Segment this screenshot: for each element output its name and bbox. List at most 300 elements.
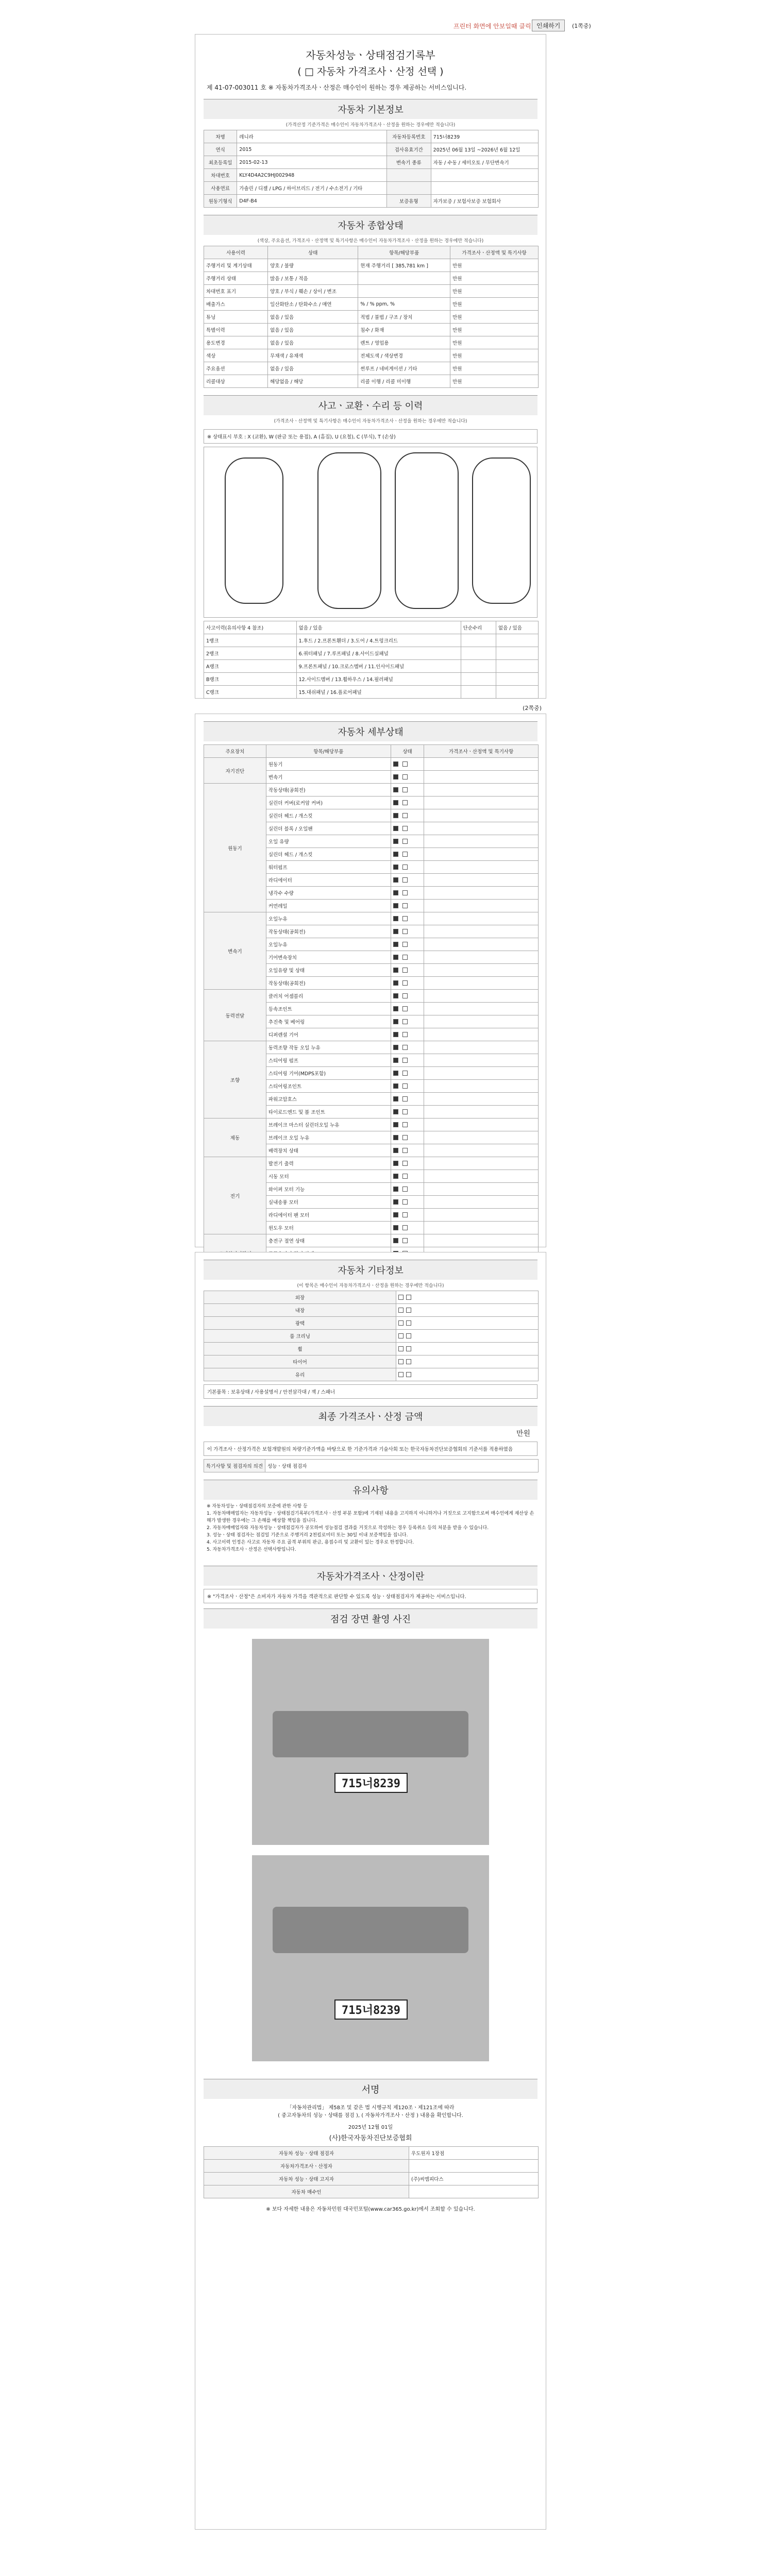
accident-cell: 9.프론트패널 / 10.크로스멤버 / 11.인사이드패널 (296, 660, 461, 673)
overall-header: 상태 (268, 246, 358, 259)
basic-row (204, 130, 539, 143)
basic-row (204, 156, 539, 169)
other-row (204, 1355, 539, 1368)
detail-group: 원동기 (204, 784, 266, 912)
sign-row (204, 2147, 539, 2160)
detail-price (424, 784, 539, 796)
basic-items: 기본품목 : 보유상태 / 사용설명서 / 안전삼각대 / 잭 / 스패너 (204, 1384, 537, 1399)
accident-cell (461, 686, 496, 699)
section-other-note: (이 항목은 매수인이 자동차가격조사ㆍ산정을 원하는 경우에만 적습니다) (297, 1283, 444, 1289)
detail-price (424, 938, 539, 951)
detail-status (391, 1157, 424, 1170)
detail-price (424, 771, 539, 784)
detail-price (424, 1080, 539, 1093)
car-right-side (472, 457, 531, 604)
detail-status (391, 938, 424, 951)
accident-cell: C랭크 (204, 686, 297, 699)
detail-item: 실린더 헤드 / 개스킷 (266, 848, 391, 861)
detail-price (424, 1054, 539, 1067)
accident-cell: 단순수리 (461, 621, 496, 634)
detail-status (391, 771, 424, 784)
document-title: 자동차성능ㆍ상태점검기록부 (306, 49, 435, 61)
detail-status (391, 1054, 424, 1067)
detail-row (204, 1157, 539, 1170)
overall-cell: 무채색 / 유채색 (268, 349, 358, 362)
section-guide: 자동차가격조사ㆍ산정이란 (204, 1566, 537, 1586)
overall-cell: 전체도색 / 색상변경 (358, 349, 450, 362)
detail-price (424, 1131, 539, 1144)
detail-status (391, 912, 424, 925)
plate-1: 715너8239 (334, 1773, 408, 1793)
detail-item: 스티어링 기어(MDPS포함) (266, 1067, 391, 1080)
detail-status (391, 1144, 424, 1157)
notice-item: ※ 자동차성능ㆍ상태점검자의 보증에 관한 사항 등 (207, 1504, 308, 1509)
detail-item: 실린더 블록 / 오일팬 (266, 822, 391, 835)
accident-row (204, 673, 539, 686)
detail-price (424, 964, 539, 977)
sign-row (204, 2173, 539, 2185)
detail-row (204, 990, 539, 1003)
detail-item: 발전기 출력 (266, 1157, 391, 1170)
sign-cell (409, 2160, 539, 2173)
overall-cell: 만원 (450, 362, 539, 375)
final-note: 이 가격조사ㆍ산정가격은 보험개발원의 차량기준가액을 바탕으로 한 기준가격과 기술사회 또는 한국자동차진단보증협회의 기준서를 적용하였음 (204, 1442, 537, 1456)
detail-item: 기어변속장치 (266, 951, 391, 964)
car-frame-view (395, 452, 459, 609)
overall-cell: 만원 (450, 349, 539, 362)
notice-list (207, 1503, 534, 1553)
detail-status (391, 835, 424, 848)
detail-item: 클러치 어셈블리 (266, 990, 391, 1003)
basic-cell: 2015 (237, 143, 387, 156)
overall-row (204, 298, 539, 311)
detail-item: 와이퍼 모터 기능 (266, 1183, 391, 1196)
detail-item: 커먼레일 (266, 900, 391, 912)
notice-item: 2. 자동차매매업자와 자동차성능ㆍ상태점검자가 공모하여 성능점검 결과를 거짓으로 작성하는 경우 등록취소 등의 처분을 받을 수 있습니다. (207, 1526, 489, 1531)
photo-area (195, 1629, 546, 2072)
overall-cell: 만원 (450, 375, 539, 388)
basic-cell: D4F-B4 (237, 195, 387, 208)
special-label: 특기사항 및 점검자의 의견 (204, 1460, 265, 1472)
overall-row (204, 324, 539, 336)
overall-cell: 일산화탄소 / 탄화수소 / 매연 (268, 298, 358, 311)
overall-row (204, 311, 539, 324)
other-label: 내장 (204, 1304, 396, 1317)
overall-row (204, 272, 539, 285)
detail-table (204, 744, 539, 1286)
basic-cell: 가솔린 / 디젤 / LPG / 하이브리드 / 전기 / 수소전기 / 기타 (237, 182, 387, 195)
accident-cell (496, 673, 538, 686)
accident-cell: 6.쿼터패널 / 7.루프패널 / 8.사이드실패널 (296, 647, 461, 660)
detail-group: 전기 (204, 1157, 266, 1234)
detail-item: 작동상태(공회전) (266, 977, 391, 990)
accident-row (204, 647, 539, 660)
other-status (396, 1355, 539, 1368)
accident-cell (461, 634, 496, 647)
detail-status (391, 964, 424, 977)
accident-cell (496, 647, 538, 660)
other-label: 외장 (204, 1291, 396, 1304)
basic-cell: 자가보증 / 보험사보증 보험회사 (431, 195, 538, 208)
special-table (204, 1459, 539, 1472)
detail-item: 라디에이터 팬 모터 (266, 1209, 391, 1222)
print-button[interactable]: 인쇄하기 (532, 20, 565, 31)
section-sign: 서명 (204, 2079, 537, 2099)
section-basic-note: (가격산정 기준가격은 매수인이 자동차가격조사ㆍ산정을 원하는 경우에만 적습니다) (285, 123, 456, 128)
detail-price (424, 1222, 539, 1234)
overall-cell: 주행거리 상태 (204, 272, 268, 285)
other-table (204, 1291, 539, 1381)
basic-cell: 자동 / 수동 / 세미오토 / 무단변속기 (431, 156, 538, 169)
basic-info-table (204, 130, 539, 208)
detail-price (424, 1196, 539, 1209)
detail-status (391, 951, 424, 964)
page-2-number: (2쪽중) (523, 705, 542, 711)
accident-cell: 사고이력(유의사항 4 참조) (204, 621, 297, 634)
detail-row (204, 1118, 539, 1131)
basic-cell: KLY4D4A2C9HJ002948 (237, 169, 387, 182)
overall-cell: 용도변경 (204, 336, 268, 349)
detail-status (391, 1196, 424, 1209)
detail-group: 변속기 (204, 912, 266, 990)
overall-cell: 리콜대상 (204, 375, 268, 388)
detail-price (424, 809, 539, 822)
detail-price (424, 1183, 539, 1196)
detail-price (424, 822, 539, 835)
overall-header: 사용이력 (204, 246, 268, 259)
section-final: 최종 가격조사ㆍ산정 금액 (204, 1406, 537, 1426)
detail-status (391, 874, 424, 887)
overall-cell: 많음 / 보통 / 적음 (268, 272, 358, 285)
other-status (396, 1368, 539, 1381)
detail-price (424, 1234, 539, 1247)
detail-item: 원동기 (266, 758, 391, 771)
basic-cell: 2015-02-13 (237, 156, 387, 169)
notice-item: 3. 성능ㆍ상태 점검자는 점검일 기준으로 주행거리 2천킬로미터 또는 30일 이내 보증책임을 집니다. (207, 1533, 408, 1538)
basic-cell: 차대번호 (204, 169, 237, 182)
other-label: 휠 (204, 1343, 396, 1355)
detail-status (391, 1106, 424, 1118)
overall-cell: 양호 / 부식 / 훼손 / 상이 / 변조 (268, 285, 358, 298)
car-top-view (317, 452, 381, 609)
overall-cell: 없음 / 있음 (268, 336, 358, 349)
overall-cell: 현재 주행거리 [ 385,781 km ] (358, 259, 450, 272)
accident-cell: 12.사이드멤버 / 13.휠하우스 / 14.필러패널 (296, 673, 461, 686)
overall-cell: 침수 / 화재 (358, 324, 450, 336)
basic-cell (431, 182, 538, 195)
overall-table (204, 246, 539, 388)
detail-status (391, 822, 424, 835)
overall-cell: 만원 (450, 259, 539, 272)
other-label: 룸 크리닝 (204, 1330, 396, 1343)
detail-price (424, 977, 539, 990)
overall-cell: 만원 (450, 311, 539, 324)
basic-cell: 2025년 06월 13일 ~2026년 6월 12일 (431, 143, 538, 156)
overall-cell: 만원 (450, 298, 539, 311)
basic-cell (386, 169, 431, 182)
basic-row (204, 182, 539, 195)
detail-item: 변속기 (266, 771, 391, 784)
overall-cell: 없음 / 있음 (268, 324, 358, 336)
detail-item: 브레이크 오일 누유 (266, 1131, 391, 1144)
detail-header: 주요장치 (204, 745, 266, 758)
section-other: 자동차 기타정보 (204, 1260, 537, 1280)
detail-item: 실내송풍 모터 (266, 1196, 391, 1209)
overall-cell (358, 272, 450, 285)
detail-status (391, 1003, 424, 1015)
other-row (204, 1343, 539, 1355)
detail-item: 충전구 절연 상태 (266, 1234, 391, 1247)
overall-cell: % / % ppm, % (358, 298, 450, 311)
detail-status (391, 758, 424, 771)
detail-status (391, 1234, 424, 1247)
detail-status (391, 1028, 424, 1041)
detail-item: 실린더 커버(로커암 커버) (266, 796, 391, 809)
car-left-side (225, 457, 283, 604)
sign-cell: 우도원자 1장점 (409, 2147, 539, 2160)
sign-text-1: 「자동차관리법」 제58조 및 같은 법 시행규칙 제120조ㆍ제121조에 따라 (287, 2105, 455, 2111)
overall-row (204, 349, 539, 362)
accident-table (204, 621, 539, 699)
other-label: 유리 (204, 1368, 396, 1381)
detail-price (424, 925, 539, 938)
accident-cell: 1랭크 (204, 634, 297, 647)
basic-cell (386, 182, 431, 195)
basic-cell: 검사유효기간 (386, 143, 431, 156)
detail-item: 파워고압호스 (266, 1093, 391, 1106)
detail-item: 작동상태(공회전) (266, 784, 391, 796)
inspection-photo-2 (252, 1855, 489, 2061)
detail-price (424, 887, 539, 900)
detail-status (391, 1131, 424, 1144)
detail-item: 워터펌프 (266, 861, 391, 874)
overall-cell: 썬루프 / 네비게이션 / 기타 (358, 362, 450, 375)
detail-status (391, 1209, 424, 1222)
detail-status (391, 1067, 424, 1080)
detail-status (391, 1170, 424, 1183)
detail-status (391, 977, 424, 990)
detail-group: 제동 (204, 1118, 266, 1157)
detail-group: 자기진단 (204, 758, 266, 784)
detail-price (424, 874, 539, 887)
sign-cell: (주)씨엠피다스 (409, 2173, 539, 2185)
detail-header: 가격조사ㆍ산정액 및 특기사항 (424, 745, 539, 758)
accident-cell (496, 660, 538, 673)
detail-item: 윈도우 모터 (266, 1222, 391, 1234)
section-basic: 자동차 기본정보 (204, 99, 537, 119)
overall-row (204, 336, 539, 349)
detail-price (424, 1144, 539, 1157)
detail-status (391, 796, 424, 809)
grille-2 (273, 1907, 468, 1953)
overall-cell: 특별이력 (204, 324, 268, 336)
detail-row (204, 758, 539, 771)
detail-status (391, 1222, 424, 1234)
detail-item: 등속조인트 (266, 1003, 391, 1015)
section-detail: 자동차 세부상태 (204, 721, 537, 741)
detail-item: 냉각수 수량 (266, 887, 391, 900)
section-overall-note: (색상, 주요옵션, 가격조사ㆍ산정액 및 특기사항은 매수인이 자동차가격조사ㆍ산정을 원하는 경우에만 적습니다) (257, 239, 484, 244)
sign-cell (409, 2185, 539, 2198)
detail-status (391, 990, 424, 1003)
footer-note: ※ 보다 자세한 내용은 자동차민원 대국민포털(www.car365.go.kr)에서 조회할 수 있습니다. (266, 2207, 475, 2212)
sign-cell: 자동차 성능ㆍ상태 점검자 (204, 2147, 409, 2160)
detail-status (391, 887, 424, 900)
car-diagram (204, 447, 537, 618)
section-photo: 점검 장면 촬영 사진 (204, 1608, 537, 1629)
detail-item: 추진축 및 베어링 (266, 1015, 391, 1028)
page-1 (195, 34, 546, 699)
detail-price (424, 848, 539, 861)
detail-price (424, 1067, 539, 1080)
accident-cell: 2랭크 (204, 647, 297, 660)
overall-cell: 적법 / 불법 / 구조 / 장치 (358, 311, 450, 324)
detail-price (424, 1209, 539, 1222)
detail-status (391, 1041, 424, 1054)
overall-cell: 만원 (450, 336, 539, 349)
overall-cell: 없음 / 있음 (268, 362, 358, 375)
section-overall: 자동차 종합상태 (204, 215, 537, 235)
detail-item: 실린더 헤드 / 개스킷 (266, 809, 391, 822)
detail-price (424, 951, 539, 964)
overall-cell: 튜닝 (204, 311, 268, 324)
other-row (204, 1317, 539, 1330)
grille-1 (273, 1711, 468, 1757)
accident-row (204, 621, 539, 634)
detail-status (391, 900, 424, 912)
accident-cell (461, 673, 496, 686)
overall-cell: 양호 / 불량 (268, 259, 358, 272)
basic-cell: 사용연료 (204, 182, 237, 195)
detail-price (424, 796, 539, 809)
other-row (204, 1291, 539, 1304)
accident-cell: 없음 / 있음 (296, 621, 461, 634)
basic-cell: 715너8239 (431, 130, 538, 143)
detail-row (204, 1234, 539, 1247)
sign-cell: 자동차 매수인 (204, 2185, 409, 2198)
overall-cell: 주요옵션 (204, 362, 268, 375)
accident-cell: 15.대쉬패널 / 16.플로어패널 (296, 686, 461, 699)
detail-header: 항목/해당부품 (266, 745, 391, 758)
basic-cell: 연식 (204, 143, 237, 156)
basic-cell: 변속기 종류 (386, 156, 431, 169)
other-status (396, 1304, 539, 1317)
detail-price (424, 1118, 539, 1131)
accident-cell (496, 634, 538, 647)
overall-cell: 배출가스 (204, 298, 268, 311)
basic-cell: 원동기형식 (204, 195, 237, 208)
detail-status (391, 1015, 424, 1028)
other-row (204, 1368, 539, 1381)
detail-price (424, 1041, 539, 1054)
detail-item: 브레이크 마스터 실린더오일 누유 (266, 1118, 391, 1131)
basic-cell: 최초등록일 (204, 156, 237, 169)
sign-row (204, 2185, 539, 2198)
detail-item: 스티어링조인트 (266, 1080, 391, 1093)
notice-item: 4. 사고이력 인정은 사고로 자동차 주요 골격 부위의 판금, 용접수리 및 교환이 있는 경우로 한정합니다. (207, 1540, 414, 1545)
detail-item: 타이로드엔드 및 볼 조인트 (266, 1106, 391, 1118)
detail-price (424, 1028, 539, 1041)
other-row (204, 1330, 539, 1343)
accident-cell (496, 686, 538, 699)
detail-status (391, 809, 424, 822)
detail-item: 작동상태(공회전) (266, 925, 391, 938)
sign-cell: 자동차 성능ㆍ상태 고지자 (204, 2173, 409, 2185)
detail-item: 라디에이터 (266, 874, 391, 887)
detail-header: 상태 (391, 745, 424, 758)
detail-price (424, 758, 539, 771)
detail-item: 스티어링 펌프 (266, 1054, 391, 1067)
detail-status (391, 861, 424, 874)
other-status (396, 1343, 539, 1355)
detail-item: 디퍼렌셜 기어 (266, 1028, 391, 1041)
detail-group: 동력전달 (204, 990, 266, 1041)
other-status (396, 1317, 539, 1330)
accident-cell: A랭크 (204, 660, 297, 673)
overall-cell: 만원 (450, 285, 539, 298)
detail-price (424, 1157, 539, 1170)
print-notice[interactable]: 프린터 화면에 안보일때 클릭 (453, 23, 531, 30)
page-number: (1쪽중) (572, 23, 591, 29)
overall-cell: 해당없음 / 해당 (268, 375, 358, 388)
sign-cell: 자동차가격조사ㆍ산정자 (204, 2160, 409, 2173)
other-row (204, 1304, 539, 1317)
plate-2: 715너8239 (334, 1999, 408, 2020)
other-label: 타이어 (204, 1355, 396, 1368)
other-status (396, 1330, 539, 1343)
basic-row (204, 195, 539, 208)
page-2 (195, 705, 546, 1247)
special-text: 성능ㆍ상태 점검자 (265, 1460, 539, 1472)
accident-row (204, 634, 539, 647)
detail-group: 조향 (204, 1041, 266, 1118)
guide-text: ※ "가격조사ㆍ산정"은 소비자가 자동차 가격을 객관적으로 판단할 수 있도록 성능ㆍ상태점검자가 제공하는 서비스입니다. (204, 1589, 537, 1603)
detail-item: 동력조향 작동 오일 누유 (266, 1041, 391, 1054)
sign-org: (사)한국자동차진단보증협회 (329, 2134, 412, 2142)
detail-status (391, 1080, 424, 1093)
detail-status (391, 1093, 424, 1106)
detail-row (204, 1041, 539, 1054)
other-status (396, 1291, 539, 1304)
overall-cell: 리콜 이행 / 리콜 미이행 (358, 375, 450, 388)
accident-cell: B랭크 (204, 673, 297, 686)
detail-price (424, 1170, 539, 1183)
notice-item: 5. 자동차가격조사ㆍ산정은 선택사항입니다. (207, 1547, 296, 1552)
detail-row (204, 912, 539, 925)
section-accident-note: (가격조사ㆍ산정액 및 특기사항은 매수인이 자동차가격조사ㆍ산정을 원하는 경우에만 적습니다) (274, 419, 467, 424)
detail-status (391, 1118, 424, 1131)
basic-cell (431, 169, 538, 182)
accident-row (204, 660, 539, 673)
detail-price (424, 1015, 539, 1028)
detail-status (391, 848, 424, 861)
overall-header: 가격조사ㆍ산정액 및 특기사항 (450, 246, 539, 259)
final-unit: 만원 (516, 1430, 530, 1438)
overall-cell: 만원 (450, 324, 539, 336)
document-subtitle: ( □ 자동차 가격조사ㆍ산정 선택 ) (297, 66, 444, 77)
overall-cell: 차대번호 표기 (204, 285, 268, 298)
overall-row (204, 285, 539, 298)
basic-cell: 보증유형 (386, 195, 431, 208)
basic-row (204, 169, 539, 182)
detail-status (391, 1183, 424, 1196)
accident-cell: 1.후드 / 2.프론트휀더 / 3.도어 / 4.트렁크리드 (296, 634, 461, 647)
overall-cell (358, 285, 450, 298)
overall-row (204, 259, 539, 272)
overall-row (204, 362, 539, 375)
detail-item: 배력장치 상태 (266, 1144, 391, 1157)
other-label: 광택 (204, 1317, 396, 1330)
